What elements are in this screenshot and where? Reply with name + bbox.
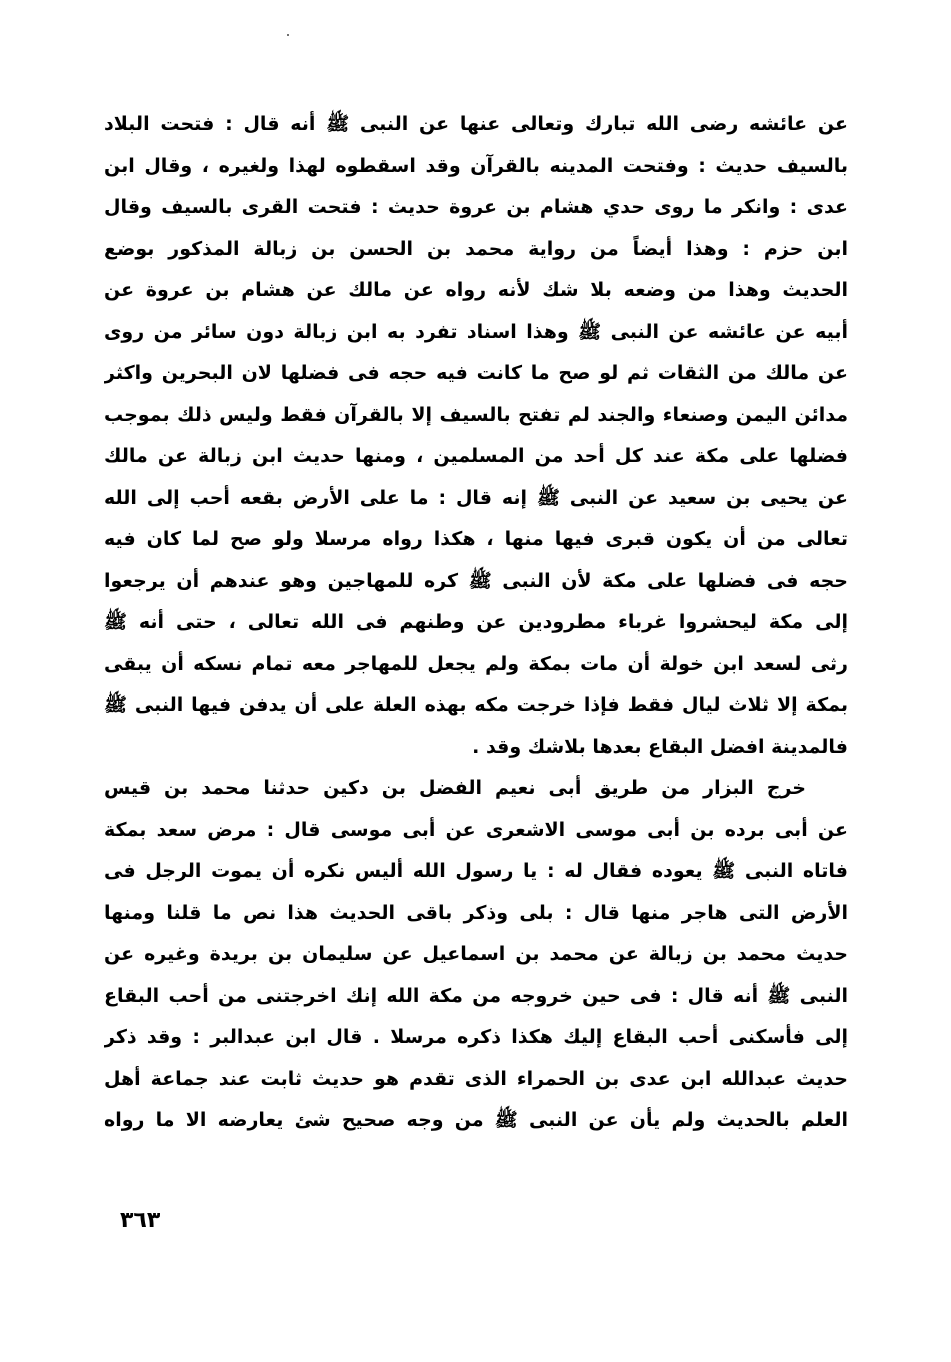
page-number: ٣٦٣: [120, 1208, 161, 1233]
text-line: عن يحيى بن سعيد عن النبى ﷺ إنه قال : ما على الأرض بقعه أحب إلى الله: [104, 486, 848, 509]
text-line: حديث محمد بن زبالة عن محمد بن اسماعيل عن سليمان بن بريدة وغيره عن: [104, 943, 848, 965]
text-line: الأرض التى هاجر منها قال : بلى وذكر باقى الحديث هذا نص ما قلنا ومنها: [104, 901, 848, 924]
text-line: ابن حزم : وهذا أيضاً من رواية محمد بن الحسن بن زبالة المذكور بوضع: [104, 237, 848, 260]
text-line: خرج البزار من طريق أبى نعيم الفضل بن دكين حدثنا محمد بن قيس: [104, 777, 806, 799]
text-line: الحديث وهذا من وضعه بلا شك لأنه رواه عن مالك عن هشام بن عروة عن: [104, 279, 848, 301]
text-line: فالمدينة افضل البقاع بعدها بلاشك وقد .: [472, 735, 848, 758]
text-line: العلم بالحديث ولم يأن عن النبى ﷺ من وجه صحيح شئ يعارضه الا ما رواه: [104, 1109, 848, 1131]
text-line: عن عائشه رضى الله تبارك وتعالى عنها عن النبى ﷺ أنه قال : فتحت البلاد: [104, 113, 848, 135]
text-line: عدى : وانكر ما روى حدي هشام بن عروة حديث : فتحت القرى بالسيف وقال: [104, 196, 848, 218]
text-line: بمكة إلا ثلاث ليال فقط فإذا خرجت مكه بهذه العلة على أن يدفن فيها النبى ﷺ: [104, 694, 848, 716]
text-line: بالسيف حديث : وفتحت المدينه بالقرآن وقد اسقطوه لهذا ولغيره ، وقال ابن: [104, 154, 848, 177]
body-text: [104, 104, 848, 1142]
text-line: إلى مكة ليحشروا غرباء مطرودين عن وطنهم فى الله تعالى ، حتى أنه ﷺ: [104, 611, 848, 633]
text-line: أبيه عن عائشه عن النبى ﷺ وهذا اسناد تفرد به ابن زبالة دون سائر من روى: [104, 320, 848, 343]
text-line: عن أبى برده بن أبى موسى الاشعرى عن أبى موسى قال : مرض سعد بمكة: [104, 818, 848, 841]
text-line: فضلها على مكة عند كل أحد من المسلمين ، ومنها حديث ابن زبالة عن مالك: [104, 445, 848, 467]
text-line: مدائن اليمن وصنعاء والجند لم تفتح بالسيف إلا بالقرآن فقط وليس ذلك بموجب: [104, 403, 848, 426]
text-line: حجه فى فضلها على مكة لأن النبى ﷺ كره للمهاجين وهو عندهم أن يرجعوا: [104, 569, 848, 592]
text-line: فاتاه النبى ﷺ يعوده فقال له : يا رسول الله أليس نكره أن يموت الرجل فى: [104, 860, 848, 882]
text-line: رثى لسعد ابن خولة أن مات بمكة ولم يجعل للمهاجر معه تمام نسكه أن يبقى: [104, 652, 848, 675]
text-line: إلى فأسكنى أحب البقاع إليك هكذا ذكره مرسلا . قال ابن عبدالبر : وقد ذكر: [104, 1026, 848, 1048]
text-line: حديث عبدالله ابن عدى بن الحمراء الذى تقدم هو حديث ثابت عند جماعة أهل: [104, 1067, 848, 1090]
text-line: تعالى من أن يكون قبرى فيها منها ، هكذا رواه مرسلا ولو صح لما كان فيه: [104, 528, 848, 550]
scan-speck: [287, 34, 289, 36]
text-line: عن مالك من الثقات ثم لو صح ما كانت فيه حجه فى فضلها لان البحرين واكثر: [104, 362, 848, 384]
text-line: النبى ﷺ أنه قال : فى حين خروجه من مكة الله إنك اخرجتنى من أحب البقاع: [104, 984, 848, 1007]
